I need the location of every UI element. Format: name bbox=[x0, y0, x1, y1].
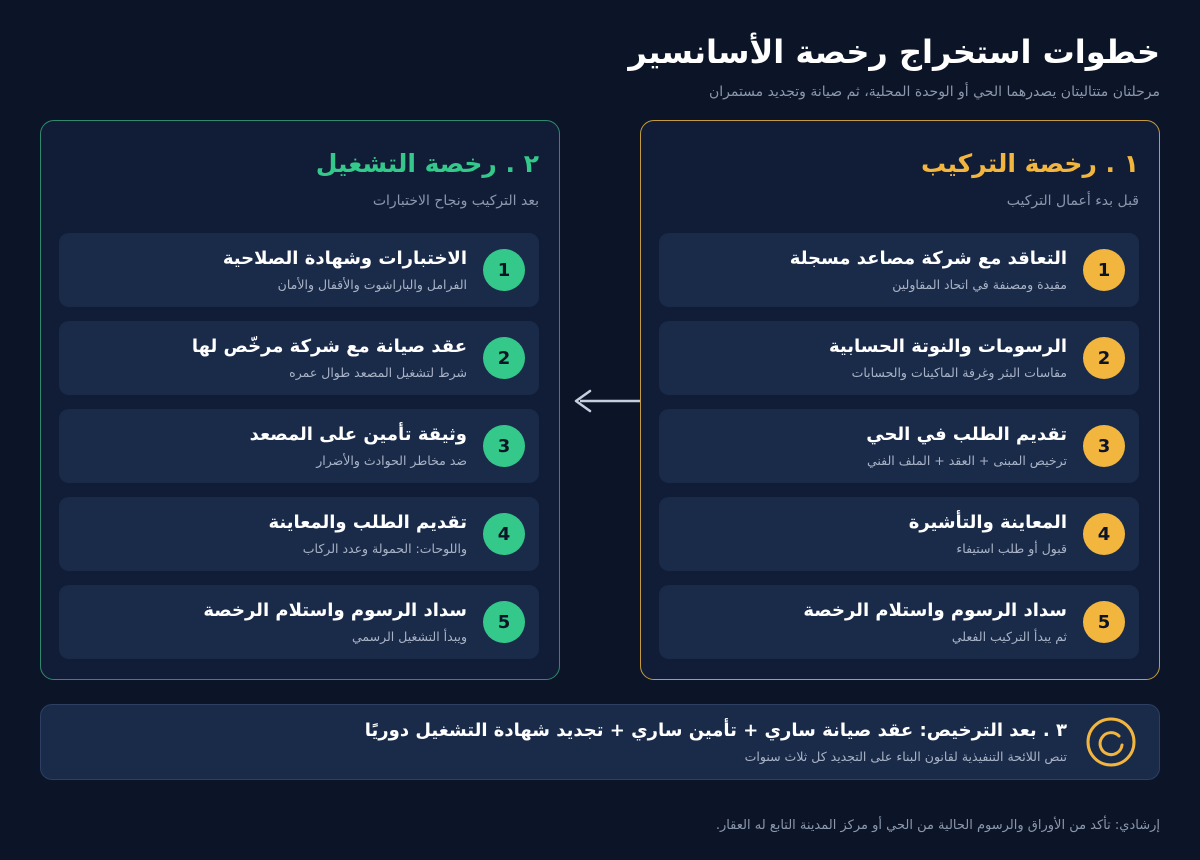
install-panel-title: ١ . رخصة التركيب bbox=[921, 149, 1139, 178]
install-panel-subtitle: قبل بدء أعمال التركيب bbox=[1006, 193, 1139, 209]
step-description: ترخيص المبنى + العقد + الملف الفني bbox=[866, 453, 1067, 468]
step-description: مقيدة ومصنفة في اتحاد المقاولين bbox=[892, 277, 1067, 292]
install-steps-list bbox=[659, 233, 1139, 673]
install-step-3 bbox=[659, 409, 1139, 483]
step-description: واللوحات: الحمولة وعدد الركاب bbox=[302, 541, 467, 556]
cycle-icon bbox=[1085, 716, 1137, 768]
step-number-badge: 3 bbox=[483, 425, 525, 467]
arrow-left-icon bbox=[568, 386, 644, 416]
step-title: الرسومات والنوتة الحسابية bbox=[828, 336, 1067, 357]
step-title: سداد الرسوم واستلام الرخصة bbox=[203, 600, 467, 621]
install-step-4 bbox=[659, 497, 1139, 571]
step-number-badge: 5 bbox=[483, 601, 525, 643]
page-subtitle: مرحلتان متتاليتان يصدرهما الحي أو الوحدة المحلية، ثم صيانة وتجديد مستمران bbox=[708, 84, 1160, 100]
install-license-panel bbox=[640, 120, 1160, 680]
after-licensing-description: تنص اللائحة التنفيذية لقانون البناء على التجديد كل ثلاث سنوات bbox=[744, 749, 1067, 764]
header bbox=[40, 30, 1160, 102]
footer-note: إرشادي: تأكد من الأوراق والرسوم الحالية من الحي أو مركز المدينة التابع له العقار. bbox=[715, 818, 1160, 833]
step-description: شرط لتشغيل المصعد طوال عمره bbox=[289, 365, 467, 380]
operate-step-5 bbox=[59, 585, 539, 659]
after-licensing-box bbox=[40, 704, 1160, 780]
step-number-badge: 2 bbox=[1083, 337, 1125, 379]
step-description: ضد مخاطر الحوادث والأضرار bbox=[316, 453, 467, 468]
step-description: قبول أو طلب استيفاء bbox=[956, 541, 1067, 556]
step-title: المعاينة والتأشيرة bbox=[908, 512, 1067, 533]
step-title: التعاقد مع شركة مصاعد مسجلة bbox=[789, 248, 1067, 269]
step-description: مقاسات البئر وغرفة الماكينات والحسابات bbox=[851, 365, 1067, 380]
step-number-badge: 5 bbox=[1083, 601, 1125, 643]
operate-step-1 bbox=[59, 233, 539, 307]
step-description: ويبدأ التشغيل الرسمي bbox=[351, 629, 467, 644]
step-title: سداد الرسوم واستلام الرخصة bbox=[803, 600, 1067, 621]
step-title: تقديم الطلب في الحي bbox=[866, 424, 1067, 445]
operate-step-3 bbox=[59, 409, 539, 483]
page-title: خطوات استخراج رخصة الأسانسير bbox=[628, 33, 1160, 71]
operate-step-4 bbox=[59, 497, 539, 571]
after-licensing-title: ٣ . بعد الترخيص: عقد صيانة ساري + تأمين ساري + تجديد شهادة التشغيل دوريًا bbox=[364, 720, 1067, 741]
operate-steps-list bbox=[59, 233, 539, 673]
install-step-5 bbox=[659, 585, 1139, 659]
step-number-badge: 2 bbox=[483, 337, 525, 379]
operate-panel-subtitle: بعد التركيب ونجاح الاختبارات bbox=[372, 193, 539, 209]
operation-license-panel bbox=[40, 120, 560, 680]
step-description: الفرامل والباراشوت والأقفال والأمان bbox=[277, 277, 467, 292]
step-number-badge: 1 bbox=[1083, 249, 1125, 291]
step-title: الاختبارات وشهادة الصلاحية bbox=[222, 248, 467, 269]
install-step-2 bbox=[659, 321, 1139, 395]
step-title: وثيقة تأمين على المصعد bbox=[249, 424, 467, 445]
operate-panel-title: ٢ . رخصة التشغيل bbox=[315, 149, 539, 178]
install-step-1 bbox=[659, 233, 1139, 307]
step-number-badge: 4 bbox=[483, 513, 525, 555]
operate-step-2 bbox=[59, 321, 539, 395]
step-number-badge: 4 bbox=[1083, 513, 1125, 555]
step-number-badge: 3 bbox=[1083, 425, 1125, 467]
step-title: عقد صيانة مع شركة مرخّص لها bbox=[191, 336, 467, 357]
step-title: تقديم الطلب والمعاينة bbox=[268, 512, 467, 533]
step-number-badge: 1 bbox=[483, 249, 525, 291]
step-description: ثم يبدأ التركيب الفعلي bbox=[951, 629, 1067, 644]
